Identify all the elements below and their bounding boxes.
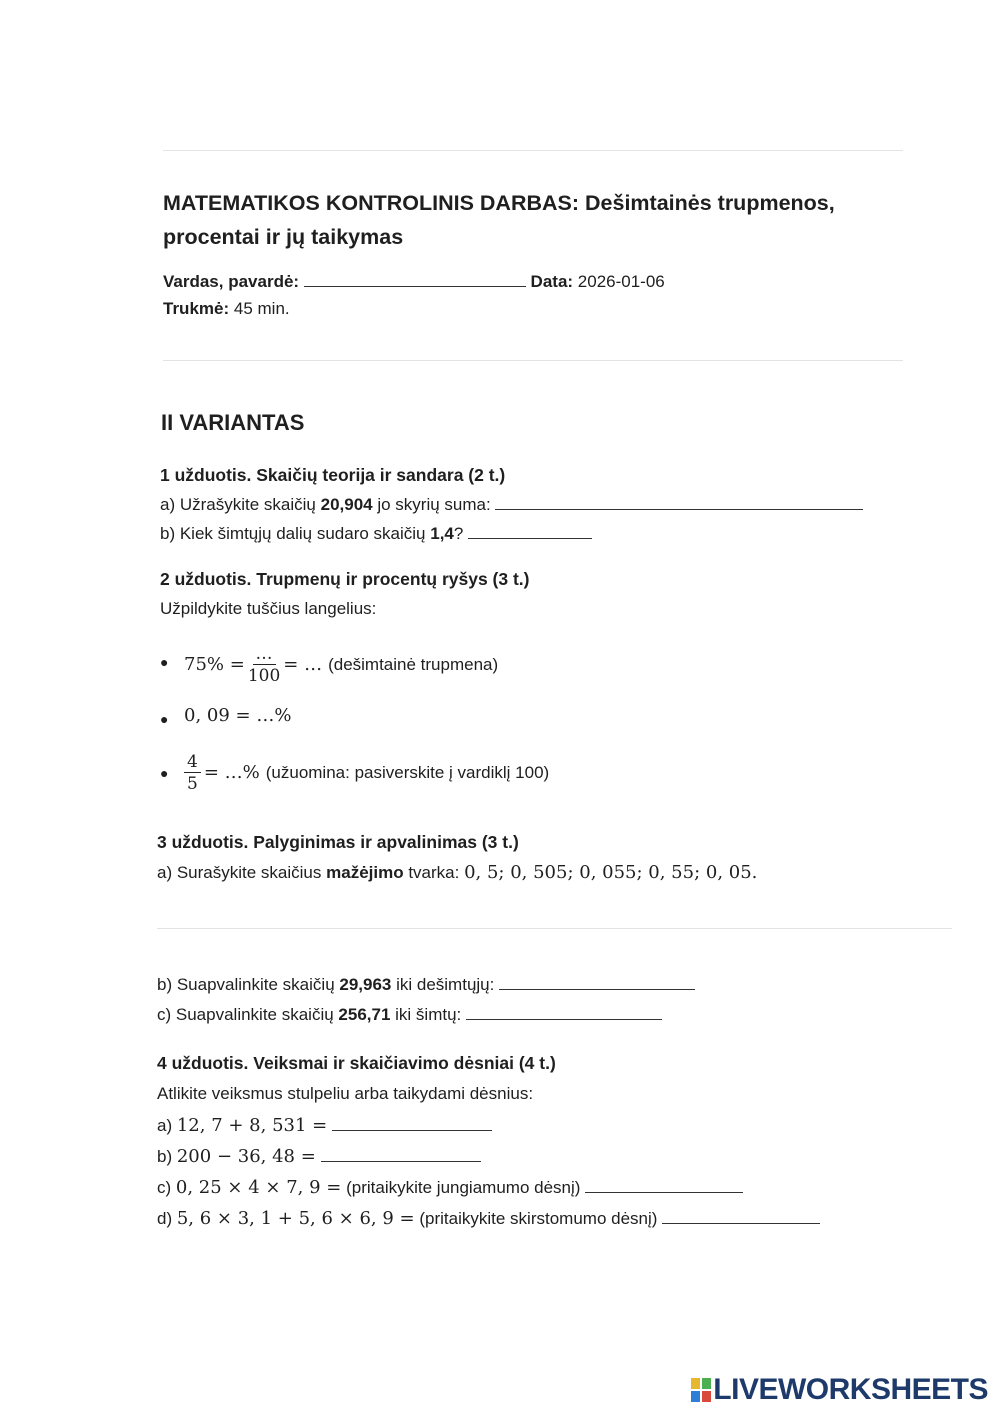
task4-b-answer-field[interactable] bbox=[321, 1147, 481, 1162]
task1-a bbox=[160, 494, 863, 516]
task1-a-answer-field[interactable] bbox=[495, 495, 863, 510]
task4-c-expression: 0, 25 × 4 × 7, 9 = bbox=[175, 1177, 342, 1198]
task4-c-answer-field[interactable] bbox=[585, 1178, 743, 1193]
task3-b bbox=[157, 974, 695, 996]
task3-c-answer-field[interactable] bbox=[466, 1005, 662, 1020]
name-label: Vardas, pavardė: bbox=[163, 272, 300, 291]
task3-a-bold: mažėjimo bbox=[326, 863, 404, 882]
task2-item1-lhs: 75% = bbox=[184, 654, 245, 675]
task1-b-number: 1,4 bbox=[430, 524, 454, 543]
page-title: MATEMATIKOS KONTROLINIS DARBAS: Dešimtainės trupmenos, procentai ir jų taikymas bbox=[163, 191, 835, 249]
date-label: Data: bbox=[530, 272, 574, 291]
task2-item1-fraction bbox=[248, 645, 280, 685]
task4-c-note: (pritaikykite jungiamumo dėsnį) bbox=[346, 1178, 581, 1197]
task3-a bbox=[157, 862, 757, 884]
task1-b bbox=[160, 523, 592, 545]
task1-b-text: b) Kiek šimtųjų dalių sudaro skaičių bbox=[160, 524, 431, 543]
task4-d-note: (pritaikykite skirstomumo dėsnį) bbox=[419, 1209, 658, 1228]
task1-a-text-end: jo skyrių suma: bbox=[372, 495, 491, 514]
liveworksheets-logo bbox=[691, 1373, 988, 1407]
name-date-row bbox=[163, 272, 665, 292]
task4-a bbox=[157, 1115, 492, 1137]
task2-item1-rhs[interactable]: = … bbox=[283, 654, 323, 675]
task3-heading: 3 užduotis. Palyginimas ir apvalinimas (3 t.) bbox=[157, 832, 519, 852]
task4-heading: 4 užduotis. Veiksmai ir skaičiavimo dėsniai (4 t.) bbox=[157, 1053, 556, 1073]
task1-a-text: a) Užrašykite skaičių bbox=[160, 495, 321, 514]
task2-instruction: Užpildykite tuščius langelius: bbox=[160, 599, 377, 618]
task3-c-text: c) Suapvalinkite skaičių bbox=[157, 1005, 339, 1024]
liveworksheets-logo-text: LIVEWORKSHEETS bbox=[713, 1373, 988, 1406]
liveworksheets-logo-icon bbox=[691, 1378, 711, 1402]
variant-heading: II VARIANTAS bbox=[161, 410, 305, 435]
task3-b-text-end: iki dešimtųjų: bbox=[391, 975, 495, 994]
top-divider bbox=[163, 150, 903, 151]
task2-item1 bbox=[184, 640, 498, 690]
fraction-denominator: 100 bbox=[247, 666, 281, 686]
task4-d-label: d) bbox=[157, 1209, 173, 1228]
duration-value: 45 min. bbox=[233, 299, 290, 318]
task4-c bbox=[157, 1177, 743, 1199]
task3-b-number: 29,963 bbox=[339, 975, 392, 994]
task4-a-expression: 12, 7 + 8, 531 = bbox=[176, 1115, 328, 1136]
task2-item3-note: (užuomina: pasiverskite į vardiklį 100) bbox=[265, 763, 550, 782]
task2-item3-rhs[interactable]: = …% bbox=[203, 762, 260, 783]
page-break-divider bbox=[157, 928, 952, 929]
duration-label: Trukmė: bbox=[163, 299, 230, 318]
task3-c-text-end: iki šimtų: bbox=[390, 1005, 462, 1024]
task4-b bbox=[157, 1146, 481, 1168]
task1-heading: 1 užduotis. Skaičių teorija ir sandara (2 t.) bbox=[160, 465, 506, 485]
date-value: 2026-01-06 bbox=[577, 272, 665, 291]
task3-a-text-mid: tvarka: bbox=[403, 863, 465, 882]
fraction-denominator: 5 bbox=[187, 774, 198, 794]
task4-a-answer-field[interactable] bbox=[332, 1116, 492, 1131]
task2-item1-note: (dešimtainė trupmena) bbox=[328, 655, 499, 674]
task2-heading: 2 užduotis. Trupmenų ir procentų ryšys (3 t.) bbox=[160, 569, 530, 589]
task3-c bbox=[157, 1004, 662, 1026]
task4-b-expression: 200 − 36, 48 = bbox=[176, 1146, 316, 1167]
bullet-dot: ● bbox=[160, 711, 169, 727]
task4-b-label: b) bbox=[157, 1147, 173, 1166]
task1-b-answer-field[interactable] bbox=[468, 524, 592, 539]
task4-d-expression: 5, 6 × 3, 1 + 5, 6 × 6, 9 = bbox=[176, 1208, 415, 1229]
name-field[interactable] bbox=[304, 272, 526, 287]
fraction-numerator: 4 bbox=[184, 753, 201, 773]
task2-item3 bbox=[184, 748, 549, 798]
task3-b-text: b) Suapvalinkite skaičių bbox=[157, 975, 340, 994]
task3-a-text: a) Surašykite skaičius bbox=[157, 863, 327, 882]
task3-a-numbers: 0, 5; 0, 505; 0, 055; 0, 55; 0, 05. bbox=[464, 862, 758, 883]
task3-c-number: 256,71 bbox=[338, 1005, 391, 1024]
task2-item2[interactable]: 0, 09 = …% bbox=[184, 705, 292, 726]
task4-d-answer-field[interactable] bbox=[662, 1209, 820, 1224]
task4-d bbox=[157, 1208, 820, 1230]
task3-b-answer-field[interactable] bbox=[499, 975, 695, 990]
task4-c-label: c) bbox=[157, 1178, 172, 1197]
duration-row bbox=[163, 299, 290, 319]
bullet-dot: ● bbox=[160, 654, 169, 670]
task1-a-number: 20,904 bbox=[320, 495, 373, 514]
task1-b-text-end: ? bbox=[453, 524, 464, 543]
task4-instruction: Atlikite veiksmus stulpeliu arba taikydami dėsnius: bbox=[157, 1084, 534, 1103]
task4-a-label: a) bbox=[157, 1116, 173, 1135]
fraction-numerator[interactable]: … bbox=[253, 645, 276, 665]
header-divider bbox=[163, 360, 903, 361]
task2-item3-fraction bbox=[184, 753, 201, 793]
bullet-dot: ● bbox=[160, 765, 169, 781]
